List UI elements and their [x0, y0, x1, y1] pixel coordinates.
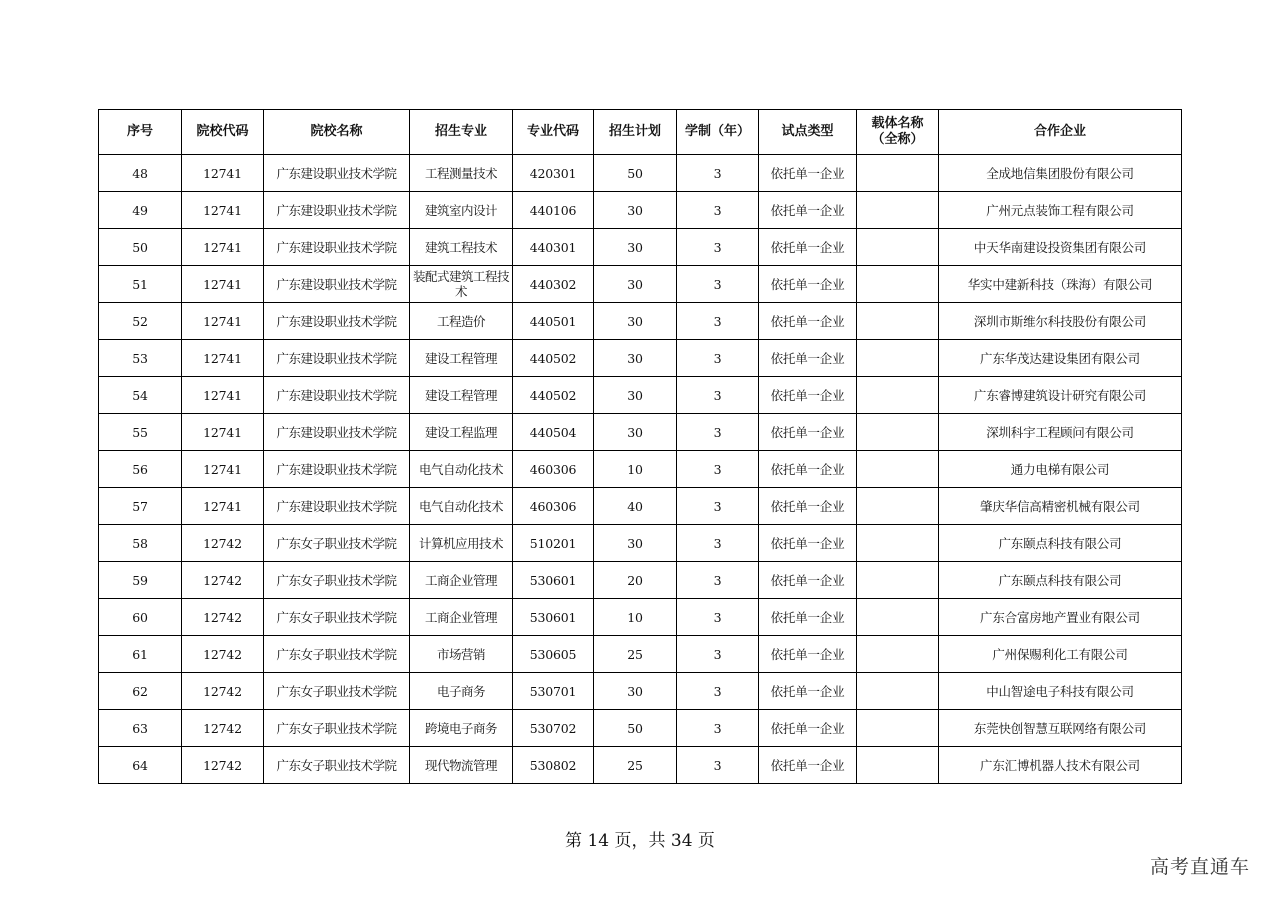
cell-school-name: 广东女子职业技术学院 — [264, 710, 410, 747]
col-header-major-code: 专业代码 — [513, 110, 594, 155]
cell-serial: 51 — [99, 266, 182, 303]
cell-pilot-type: 依托单一企业 — [759, 451, 857, 488]
cell-pilot-type: 依托单一企业 — [759, 192, 857, 229]
cell-plan: 30 — [594, 377, 677, 414]
cell-school-name: 广东建设职业技术学院 — [264, 266, 410, 303]
cell-plan: 40 — [594, 488, 677, 525]
cell-duration: 3 — [677, 673, 759, 710]
cell-duration: 3 — [677, 229, 759, 266]
cell-major-code: 440502 — [513, 377, 594, 414]
cell-major: 现代物流管理 — [410, 747, 513, 784]
col-header-school-name: 院校名称 — [264, 110, 410, 155]
cell-major-code: 440504 — [513, 414, 594, 451]
cell-plan: 25 — [594, 636, 677, 673]
cell-major: 工商企业管理 — [410, 599, 513, 636]
cell-school-name: 广东建设职业技术学院 — [264, 377, 410, 414]
cell-plan: 30 — [594, 266, 677, 303]
cell-partner: 广东颐点科技有限公司 — [939, 562, 1182, 599]
col-header-duration: 学制（年） — [677, 110, 759, 155]
cell-school-name: 广东建设职业技术学院 — [264, 340, 410, 377]
cell-major: 工程造价 — [410, 303, 513, 340]
table-row — [99, 192, 1182, 229]
cell-carrier-name — [857, 451, 939, 488]
cell-school-name: 广东女子职业技术学院 — [264, 599, 410, 636]
cell-major-code: 510201 — [513, 525, 594, 562]
cell-school-name: 广东建设职业技术学院 — [264, 155, 410, 192]
cell-carrier-name — [857, 562, 939, 599]
cell-school-name: 广东建设职业技术学院 — [264, 488, 410, 525]
table-row — [99, 451, 1182, 488]
cell-pilot-type: 依托单一企业 — [759, 673, 857, 710]
cell-carrier-name — [857, 377, 939, 414]
cell-school-code: 12741 — [182, 488, 264, 525]
cell-pilot-type: 依托单一企业 — [759, 340, 857, 377]
cell-serial: 52 — [99, 303, 182, 340]
col-header-serial: 序号 — [99, 110, 182, 155]
cell-carrier-name — [857, 340, 939, 377]
table-row — [99, 747, 1182, 784]
cell-school-name: 广东女子职业技术学院 — [264, 636, 410, 673]
col-header-partner: 合作企业 — [939, 110, 1182, 155]
cell-school-code: 12742 — [182, 525, 264, 562]
table-row — [99, 229, 1182, 266]
cell-serial: 60 — [99, 599, 182, 636]
cell-duration: 3 — [677, 747, 759, 784]
table-row — [99, 710, 1182, 747]
cell-duration: 3 — [677, 266, 759, 303]
cell-major: 电子商务 — [410, 673, 513, 710]
cell-serial: 48 — [99, 155, 182, 192]
cell-plan: 10 — [594, 451, 677, 488]
cell-pilot-type: 依托单一企业 — [759, 525, 857, 562]
cell-school-name: 广东建设职业技术学院 — [264, 192, 410, 229]
cell-carrier-name — [857, 266, 939, 303]
cell-major: 建筑工程技术 — [410, 229, 513, 266]
cell-major: 工程测量技术 — [410, 155, 513, 192]
cell-major-code: 460306 — [513, 488, 594, 525]
cell-serial: 62 — [99, 673, 182, 710]
cell-pilot-type: 依托单一企业 — [759, 414, 857, 451]
cell-major: 电气自动化技术 — [410, 488, 513, 525]
cell-school-name: 广东女子职业技术学院 — [264, 562, 410, 599]
cell-partner: 中山智途电子科技有限公司 — [939, 673, 1182, 710]
cell-major-code: 420301 — [513, 155, 594, 192]
cell-major: 装配式建筑工程技术 — [410, 266, 513, 303]
cell-major: 建设工程管理 — [410, 340, 513, 377]
cell-pilot-type: 依托单一企业 — [759, 636, 857, 673]
cell-major-code: 530802 — [513, 747, 594, 784]
table-row — [99, 599, 1182, 636]
cell-serial: 64 — [99, 747, 182, 784]
col-header-pilot-type: 试点类型 — [759, 110, 857, 155]
cell-carrier-name — [857, 525, 939, 562]
enrollment-table — [98, 109, 1182, 784]
table-row — [99, 525, 1182, 562]
cell-school-code: 12741 — [182, 192, 264, 229]
cell-major-code: 440502 — [513, 340, 594, 377]
cell-school-code: 12742 — [182, 636, 264, 673]
cell-serial: 56 — [99, 451, 182, 488]
table-row — [99, 303, 1182, 340]
cell-partner: 广东华茂达建设集团有限公司 — [939, 340, 1182, 377]
col-header-major: 招生专业 — [410, 110, 513, 155]
cell-major-code: 440301 — [513, 229, 594, 266]
cell-pilot-type: 依托单一企业 — [759, 377, 857, 414]
cell-school-code: 12741 — [182, 266, 264, 303]
cell-major: 建设工程管理 — [410, 377, 513, 414]
cell-pilot-type: 依托单一企业 — [759, 488, 857, 525]
cell-duration: 3 — [677, 525, 759, 562]
cell-serial: 59 — [99, 562, 182, 599]
cell-pilot-type: 依托单一企业 — [759, 747, 857, 784]
cell-school-name: 广东建设职业技术学院 — [264, 414, 410, 451]
cell-plan: 50 — [594, 155, 677, 192]
cell-serial: 55 — [99, 414, 182, 451]
cell-major: 计算机应用技术 — [410, 525, 513, 562]
cell-major: 工商企业管理 — [410, 562, 513, 599]
cell-carrier-name — [857, 192, 939, 229]
cell-plan: 30 — [594, 673, 677, 710]
cell-duration: 3 — [677, 562, 759, 599]
table-body — [99, 155, 1182, 784]
cell-pilot-type: 依托单一企业 — [759, 266, 857, 303]
cell-duration: 3 — [677, 414, 759, 451]
table-row — [99, 636, 1182, 673]
cell-school-code: 12742 — [182, 747, 264, 784]
cell-major: 跨境电子商务 — [410, 710, 513, 747]
cell-carrier-name — [857, 710, 939, 747]
cell-duration: 3 — [677, 192, 759, 229]
cell-partner: 深圳市斯维尔科技股份有限公司 — [939, 303, 1182, 340]
table-row — [99, 562, 1182, 599]
cell-partner: 华实中建新科技（珠海）有限公司 — [939, 266, 1182, 303]
cell-serial: 58 — [99, 525, 182, 562]
cell-serial: 61 — [99, 636, 182, 673]
cell-school-code: 12741 — [182, 451, 264, 488]
cell-school-name: 广东女子职业技术学院 — [264, 525, 410, 562]
cell-carrier-name — [857, 747, 939, 784]
cell-carrier-name — [857, 229, 939, 266]
cell-major: 建筑室内设计 — [410, 192, 513, 229]
table-row — [99, 673, 1182, 710]
table-header-row — [99, 110, 1182, 155]
cell-school-code: 12742 — [182, 562, 264, 599]
cell-school-code: 12742 — [182, 599, 264, 636]
table-row — [99, 414, 1182, 451]
table-row — [99, 340, 1182, 377]
cell-major-code: 530605 — [513, 636, 594, 673]
cell-duration: 3 — [677, 599, 759, 636]
cell-school-code: 12741 — [182, 155, 264, 192]
cell-plan: 50 — [594, 710, 677, 747]
table-row — [99, 266, 1182, 303]
cell-plan: 30 — [594, 229, 677, 266]
cell-duration: 3 — [677, 155, 759, 192]
col-header-plan: 招生计划 — [594, 110, 677, 155]
cell-plan: 30 — [594, 414, 677, 451]
cell-carrier-name — [857, 414, 939, 451]
cell-partner: 中天华南建设投资集团有限公司 — [939, 229, 1182, 266]
cell-partner: 广东颐点科技有限公司 — [939, 525, 1182, 562]
watermark-text: 高考直通车 — [1149, 856, 1250, 878]
cell-duration: 3 — [677, 710, 759, 747]
cell-partner: 通力电梯有限公司 — [939, 451, 1182, 488]
cell-duration: 3 — [677, 451, 759, 488]
cell-partner: 东莞快创智慧互联网络有限公司 — [939, 710, 1182, 747]
cell-carrier-name — [857, 303, 939, 340]
cell-school-code: 12742 — [182, 673, 264, 710]
cell-school-name: 广东建设职业技术学院 — [264, 229, 410, 266]
cell-pilot-type: 依托单一企业 — [759, 562, 857, 599]
cell-pilot-type: 依托单一企业 — [759, 229, 857, 266]
cell-major-code: 440302 — [513, 266, 594, 303]
cell-serial: 57 — [99, 488, 182, 525]
cell-partner: 广东合富房地产置业有限公司 — [939, 599, 1182, 636]
cell-school-name: 广东建设职业技术学院 — [264, 451, 410, 488]
cell-carrier-name — [857, 599, 939, 636]
cell-school-name: 广东建设职业技术学院 — [264, 303, 410, 340]
cell-serial: 49 — [99, 192, 182, 229]
cell-serial: 54 — [99, 377, 182, 414]
cell-school-code: 12741 — [182, 229, 264, 266]
cell-duration: 3 — [677, 303, 759, 340]
cell-school-code: 12741 — [182, 340, 264, 377]
cell-duration: 3 — [677, 636, 759, 673]
cell-carrier-name — [857, 488, 939, 525]
cell-school-name: 广东女子职业技术学院 — [264, 747, 410, 784]
cell-carrier-name — [857, 636, 939, 673]
cell-major-code: 530702 — [513, 710, 594, 747]
col-header-school-code: 院校代码 — [182, 110, 264, 155]
cell-school-name: 广东女子职业技术学院 — [264, 673, 410, 710]
cell-pilot-type: 依托单一企业 — [759, 710, 857, 747]
cell-major: 电气自动化技术 — [410, 451, 513, 488]
cell-major: 市场营销 — [410, 636, 513, 673]
cell-duration: 3 — [677, 488, 759, 525]
cell-major-code: 530601 — [513, 599, 594, 636]
cell-plan: 30 — [594, 303, 677, 340]
cell-plan: 30 — [594, 525, 677, 562]
cell-serial: 63 — [99, 710, 182, 747]
cell-partner: 广东睿博建筑设计研究有限公司 — [939, 377, 1182, 414]
cell-partner: 深圳科宇工程顾问有限公司 — [939, 414, 1182, 451]
cell-plan: 30 — [594, 192, 677, 229]
cell-school-code: 12741 — [182, 377, 264, 414]
cell-pilot-type: 依托单一企业 — [759, 599, 857, 636]
cell-plan: 30 — [594, 340, 677, 377]
cell-serial: 50 — [99, 229, 182, 266]
cell-carrier-name — [857, 155, 939, 192]
cell-pilot-type: 依托单一企业 — [759, 303, 857, 340]
col-header-carrier-name: 载体名称 （全称） — [857, 110, 939, 155]
cell-duration: 3 — [677, 377, 759, 414]
cell-school-code: 12741 — [182, 303, 264, 340]
cell-partner: 广州元点装饰工程有限公司 — [939, 192, 1182, 229]
table-row — [99, 488, 1182, 525]
cell-partner: 广州保赐利化工有限公司 — [939, 636, 1182, 673]
cell-partner: 广东汇博机器人技术有限公司 — [939, 747, 1182, 784]
cell-major-code: 460306 — [513, 451, 594, 488]
cell-duration: 3 — [677, 340, 759, 377]
cell-carrier-name — [857, 673, 939, 710]
cell-major-code: 440106 — [513, 192, 594, 229]
cell-serial: 53 — [99, 340, 182, 377]
cell-partner: 全成地信集团股份有限公司 — [939, 155, 1182, 192]
cell-pilot-type: 依托单一企业 — [759, 155, 857, 192]
cell-school-code: 12741 — [182, 414, 264, 451]
table-row — [99, 377, 1182, 414]
cell-major: 建设工程监理 — [410, 414, 513, 451]
cell-major-code: 440501 — [513, 303, 594, 340]
cell-plan: 20 — [594, 562, 677, 599]
cell-major-code: 530601 — [513, 562, 594, 599]
cell-plan: 10 — [594, 599, 677, 636]
cell-plan: 25 — [594, 747, 677, 784]
cell-partner: 肇庆华信高精密机械有限公司 — [939, 488, 1182, 525]
cell-school-code: 12742 — [182, 710, 264, 747]
cell-major-code: 530701 — [513, 673, 594, 710]
table-row — [99, 155, 1182, 192]
page-number: 第 14 页，共 34 页 — [565, 831, 715, 851]
